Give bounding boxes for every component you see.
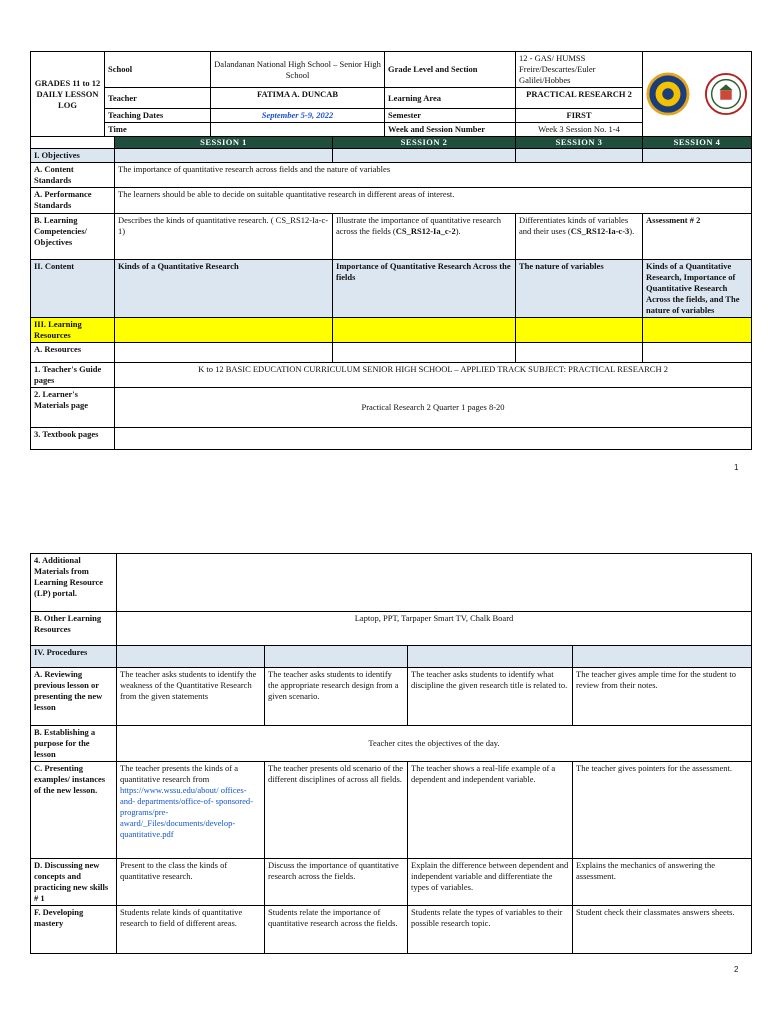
school-label: School (105, 52, 211, 88)
additional-materials-value (117, 554, 752, 612)
competency-session-2: Illustrate the importance of quantitative research across the fields (CS_RS12-Ia_c-2). (333, 213, 516, 259)
lesson-log-table-page2 (30, 553, 752, 954)
week-label: Week and Session Number (385, 123, 516, 137)
session-4-header: SESSION 4 (643, 137, 752, 149)
competency-session-1: Describes the kinds of quantitative research. ( CS_RS12-Ia-c-1) (115, 213, 333, 259)
school-value: Dalandanan National High School – Senior High School (211, 52, 385, 88)
reviewing-session-4: The teacher gives ample time for the student to review from their notes. (573, 668, 752, 726)
presenting-session-4: The teacher gives pointers for the assessment. (573, 762, 752, 859)
reviewing-session-1: The teacher asks students to identify the weakness of the Quantitative Research from the given statements (117, 668, 265, 726)
presenting-examples-label: C. Presenting examples/ instances of the new lesson. (31, 762, 117, 859)
session-1-header: SESSION 1 (115, 137, 333, 149)
log-title-line2: DAILY LESSON LOG (36, 88, 99, 110)
teacher-value: FATIMA A. DUNCAB (211, 88, 385, 109)
content-session-2: Importance of Quantitative Research Across the fields (333, 259, 516, 317)
session-3-header: SESSION 3 (516, 137, 643, 149)
competency-session-3: Differentiates kinds of variables and their uses (CS_RS12-Ia-c-3). (516, 213, 643, 259)
content-label: II. Content (31, 259, 115, 317)
performance-standards-value: The learners should be able to decide on suitable quantitative research in different areas of interest. (115, 188, 752, 213)
dates-value: September 5-9, 2022 (211, 109, 385, 123)
establishing-purpose-label: B. Establishing a purpose for the lesson (31, 726, 117, 762)
content-standards-label: A. Content Standards (31, 163, 115, 188)
content-session-4: Kinds of a Quantitative Research, Importance of Quantitative Research Across the fields, and The nature of variables (643, 259, 752, 317)
procedures-label: IV. Procedures (31, 646, 117, 668)
presenting-session-3: The teacher shows a real-life example of a dependent and independent variable. (408, 762, 573, 859)
session-2-header: SESSION 2 (333, 137, 516, 149)
content-session-1: Kinds of a Quantitative Research (115, 259, 333, 317)
discussing-session-3: Explain the difference between dependent and independent variable and differentiate the types of variables. (408, 859, 573, 906)
discussing-concepts-label: D. Discussing new concepts and practicing new skills # 1 (31, 859, 117, 906)
learner-materials-label: 2. Learner's Materials page (31, 387, 115, 427)
mastery-session-4: Student check their classmates answers sheets. (573, 906, 752, 954)
mastery-session-3: Students relate the types of variables to their possible research topic. (408, 906, 573, 954)
teacher-guide-value: K to 12 BASIC EDUCATION CURRICULUM SENIOR HIGH SCHOOL – APPLIED TRACK SUBJECT: PRACTICAL RESEARCH 2 (115, 362, 752, 387)
page-number-2: 2 (734, 965, 739, 974)
deped-seal-icon (646, 71, 690, 117)
semester-value: FIRST (516, 109, 643, 123)
mastery-session-1: Students relate kinds of quantitative research to field of different areas. (117, 906, 265, 954)
lesson-log-table-page1 (30, 51, 752, 450)
session-bar-blank (31, 137, 115, 149)
other-resources-value: Laptop, PPT, Tarpaper Smart TV, Chalk Board (117, 612, 752, 646)
presenting-session-2: The teacher presents old scenario of the different disciplines of across all fields. (265, 762, 408, 859)
discussing-session-2: Discuss the importance of quantitative research across the fields. (265, 859, 408, 906)
grade-value: 12 - GAS/ HUMSS Freire/Descartes/Euler Galilei/Hobbes (516, 52, 643, 88)
reviewing-label: A. Reviewing previous lesson or presenting the new lesson (31, 668, 117, 726)
page-number-1: 1 (734, 463, 739, 472)
log-title (31, 52, 105, 137)
quantitative-research-link[interactable]: https://www.wssu.edu/about/ offices-and- departments/office-of- sponsored-programs/pre- award/_Files/documents/develop- quantitative.pdf (120, 785, 253, 840)
discussing-session-1: Present to the class the kinds of quantitative research. (117, 859, 265, 906)
dates-label: Teaching Dates (105, 109, 211, 123)
teacher-label: Teacher (105, 88, 211, 109)
time-label: Time (105, 123, 211, 137)
mastery-session-2: Students relate the importance of quantitative research across the fields. (265, 906, 408, 954)
semester-label: Semester (385, 109, 516, 123)
content-standards-value: The importance of quantitative research across fields and the nature of variables (115, 163, 752, 188)
learner-materials-value: Practical Research 2 Quarter 1 pages 8-20 (115, 387, 752, 427)
grade-label: Grade Level and Section (385, 52, 516, 88)
objectives-label: I. Objectives (31, 149, 115, 163)
performance-standards-label: A. Performance Standards (31, 188, 115, 213)
textbook-value (115, 427, 752, 449)
reviewing-session-3: The teacher asks students to identify what discipline the given research title is related to. (408, 668, 573, 726)
division-seal-icon (704, 71, 748, 117)
content-session-3: The nature of variables (516, 259, 643, 317)
other-resources-label: B. Other Learning Resources (31, 612, 117, 646)
area-label: Learning Area (385, 88, 516, 109)
establishing-purpose-value: Teacher cites the objectives of the day. (117, 726, 752, 762)
presenting-session-1: The teacher presents the kinds of a quantitative research from https://www.wssu.edu/about/ offices-and- departments/office-of- sponsored-programs/pre- award/_Files/documents/develop- quantitative.pdf (117, 762, 265, 859)
week-value: Week 3 Session No. 1-4 (516, 123, 643, 137)
log-title-line1: GRADES 11 to 12 (34, 77, 101, 88)
competency-session-4: Assessment # 2 (643, 213, 752, 259)
additional-materials-label: 4. Additional Materials from Learning Resource (LP) portal. (31, 554, 117, 612)
area-value: PRACTICAL RESEARCH 2 (516, 88, 643, 109)
learning-resources-label: III. Learning Resources (31, 317, 115, 342)
developing-mastery-label: F. Developing mastery (31, 906, 117, 954)
resources-a-label: A. Resources (31, 342, 115, 362)
discussing-session-4: Explains the mechanics of answering the assessment. (573, 859, 752, 906)
logo-cell (643, 52, 752, 137)
reviewing-session-2: The teacher asks students to identify the appropriate research design from a given scenario. (265, 668, 408, 726)
competencies-label: B. Learning Competencies/ Objectives (31, 213, 115, 259)
time-value (211, 123, 385, 137)
textbook-label: 3. Textbook pages (31, 427, 115, 449)
teacher-guide-label: 1. Teacher's Guide pages (31, 362, 115, 387)
